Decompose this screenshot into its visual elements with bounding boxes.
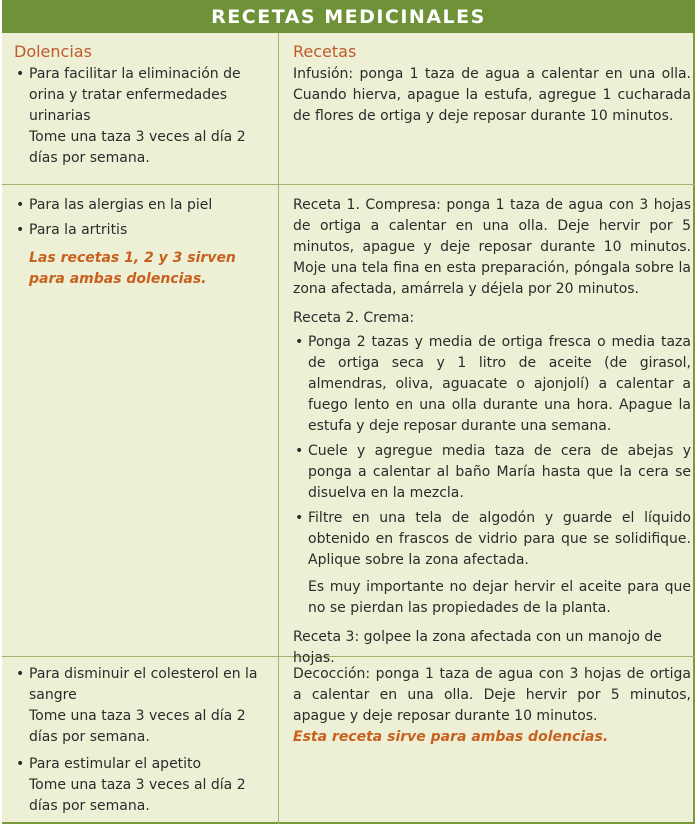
ailments-cell-1 [14, 42, 270, 169]
receta-2-step [293, 441, 691, 504]
recipes-cell-2 [293, 195, 691, 669]
recipe-table [2, 0, 695, 824]
receta-2-step [293, 332, 691, 437]
recipe-note: Esta receta sirve para ambas dolencias. [293, 729, 609, 745]
ailment-item [14, 754, 270, 817]
ailment-label: Para la artritis [29, 222, 128, 238]
bullet: • [16, 222, 25, 238]
step-text: Filtre en una tela de algodón y guarde el líquido obtenido en frascos de vidrio para que se solidifique. Aplique sobre la zona afectada. [308, 510, 691, 568]
decoction-recipe: Decocción: ponga 1 taza de agua con 3 hojas de ortiga a calentar en una olla. Deje hervir por 5 minutos, apague y deje reposar durante 10 minutos. [293, 666, 691, 724]
ailment-dose: Tome una taza 3 veces al día 2 días por semana. [29, 129, 246, 166]
column-divider [278, 33, 279, 824]
ailment-label: Para las alergias en la piel [29, 197, 213, 213]
ailment-item [14, 195, 270, 216]
ailment-dose: Tome una taza 3 veces al día 2 días por semana. [29, 777, 246, 814]
row-divider [2, 184, 695, 185]
receta-2-warning: Es muy importante no dejar hervir el aceite para que no se pierdan las propiedades de la planta. [308, 579, 691, 616]
ailments-cell-2 [14, 195, 270, 290]
recipes-cell-1 [293, 42, 691, 127]
bullet: • [295, 443, 304, 459]
bullet: • [16, 756, 25, 772]
ailments-cell-3 [14, 664, 270, 817]
ailment-item [14, 64, 270, 169]
table-title: RECETAS MEDICINALES [2, 0, 695, 33]
receta-2-step [293, 508, 691, 571]
receta-3: Receta 3: golpee la zona afectada con un manojo de hojas. [293, 629, 662, 666]
ailment-dose: Tome una taza 3 veces al día 2 días por semana. [29, 708, 246, 745]
bullet: • [16, 197, 25, 213]
ailment-label: Para estimular el apetito [29, 756, 202, 772]
receta-2-title: Receta 2. Crema: [293, 310, 415, 326]
bullet: • [295, 334, 304, 350]
receta-1: Receta 1. Compresa: ponga 1 taza de agua con 3 hojas de ortiga a calentar en una olla. Deje hervir por 5 minutos, apague y deje reposar durante 10 minutos. Moje una tela fina en esta preparación, póngala sobre la zona afectada, amárrela y déjela por 20 minutos. [293, 197, 691, 297]
recipes-cell-3 [293, 664, 691, 748]
ailment-item [14, 664, 270, 748]
bullet: • [16, 666, 25, 682]
bullet: • [295, 510, 304, 526]
step-text: Ponga 2 tazas y media de ortiga fresca o media taza de ortiga seca y 1 litro de aceite (de girasol, almendras, oliva, aguacate o ajonjolí) a calentar a fuego lento en una olla durante una hora. Apague la estufa y deje reposar durante una semana. [308, 334, 691, 434]
ailment-label: Para disminuir el colesterol en la sangre [29, 666, 258, 703]
infusion-recipe: Infusión: ponga 1 taza de agua a calentar en una olla. Cuando hierva, apague la estufa, agregue 1 cucharada de flores de ortiga y deje reposar durante 10 minutos. [293, 66, 691, 124]
recipes-header: Recetas [293, 42, 357, 61]
step-text: Cuele y agregue media taza de cera de abejas y ponga a calentar al baño María hasta que la cera se disuelva en la mezcla. [308, 443, 691, 501]
bullet: • [16, 66, 25, 82]
ailment-item [14, 220, 270, 241]
recipes-note: Las recetas 1, 2 y 3 sirven para ambas dolencias. [29, 250, 236, 287]
ailment-label: Para facilitar la eliminación de orina y tratar enfermedades urinarias [29, 66, 241, 124]
ailments-header: Dolencias [14, 42, 92, 61]
